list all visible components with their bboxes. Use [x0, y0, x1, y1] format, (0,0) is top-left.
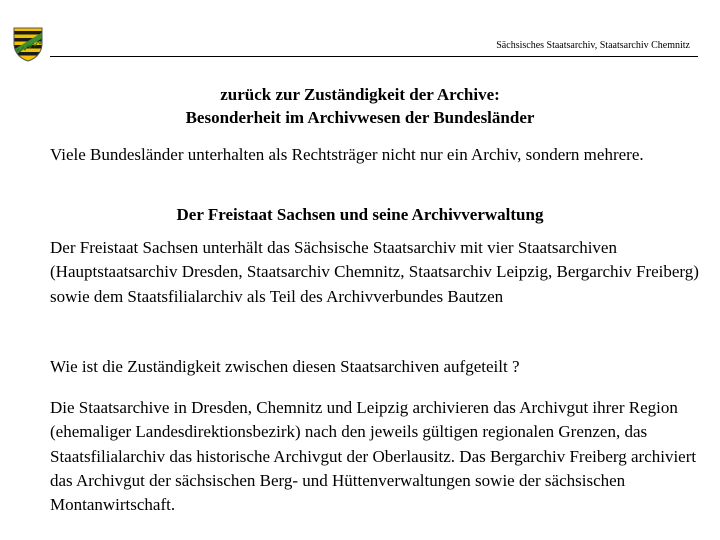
header-caption: Sächsisches Staatsarchiv, Staatsarchiv Chemnitz	[496, 40, 690, 51]
header-divider	[50, 56, 698, 57]
section-heading: Der Freistaat Sachsen und seine Archivverwaltung	[176, 205, 544, 224]
page-title	[0, 83, 720, 129]
question-paragraph: Wie ist die Zuständigkeit zwischen diesen Staatsarchiven aufgeteilt ?	[50, 357, 520, 376]
answer-paragraph: Die Staatsarchive in Dresden, Chemnitz und Leipzig archivieren das Archivgut ihrer Region (ehemaliger Landesdirektionsbezirk) nach den jeweils gültigen regionalen Grenzen, das Staatsfilialarchiv das historische Archivgut der Oberlausitz. Das Bergarchiv Freiberg archiviert das Archivgut der sächsischen Berg- und Hüttenverwaltungen sowie der sächsischen Montanwirtschaft.	[50, 398, 697, 515]
title-line-1: zurück zur Zuständigkeit der Archive:	[220, 85, 500, 104]
title-line-2: Besonderheit im Archivwesen der Bundesländer	[185, 108, 535, 127]
state-archive-paragraph: Der Freistaat Sachsen unterhält das Sächsische Staatsarchiv mit vier Staatsarchiven (Hauptstaatsarchiv Dresden, Staatsarchiv Chemnitz, Staatsarchiv Leipzig, Bergarchiv Freiberg) sowie dem Staatsfilialarchiv als Teil des Archivverbundes Bautzen	[50, 238, 699, 306]
intro-paragraph: Viele Bundesländer unterhalten als Rechtsträger nicht nur ein Archiv, sondern mehrere.	[50, 145, 644, 164]
saxony-coat-of-arms-icon	[12, 26, 44, 62]
